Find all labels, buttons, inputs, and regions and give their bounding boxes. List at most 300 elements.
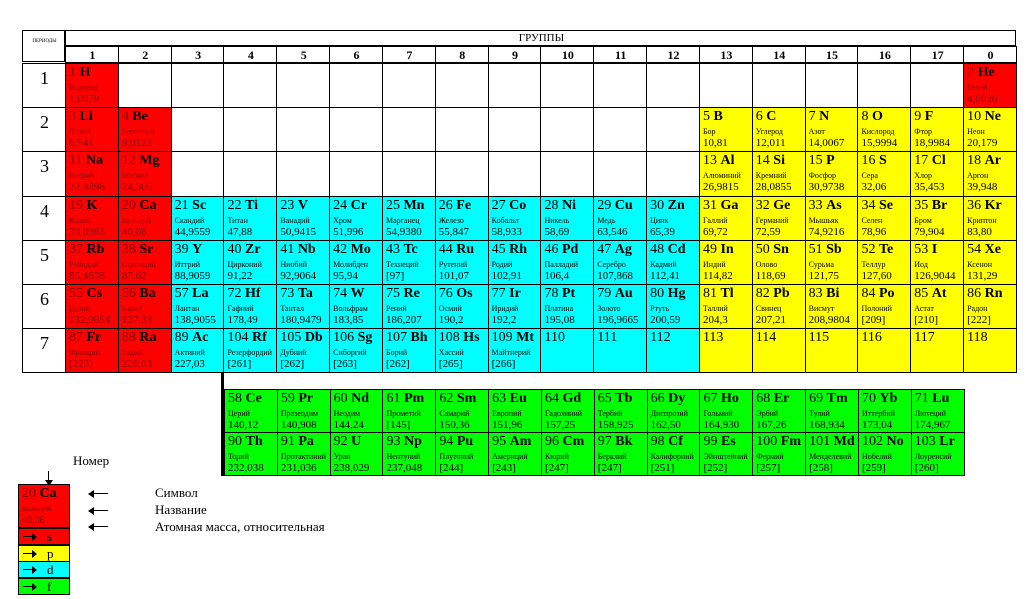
element-number: 25 (385, 197, 400, 213)
element-header (69, 241, 104, 258)
element-number: 60 (333, 391, 348, 406)
element-name: Европий (492, 409, 522, 418)
element-2 (963, 63, 1017, 108)
element-name: Водород (69, 83, 99, 92)
empty-cell (540, 151, 594, 196)
empty-cell (276, 151, 330, 196)
element-mass: 58,933 (491, 225, 522, 238)
element-number: 64 (544, 391, 559, 406)
element-header (69, 285, 102, 302)
element-84 (857, 284, 911, 329)
element-number: 105 (280, 330, 302, 346)
element-number: 5 (702, 109, 710, 125)
element-number: 65 (597, 391, 612, 406)
element-symbol: Ta (297, 286, 313, 301)
element-mass: [145] (386, 419, 411, 431)
element-header (280, 197, 308, 214)
element-name: Олово (755, 259, 778, 269)
element-name: Эрбий (756, 409, 779, 418)
element-mass: 204,3 (702, 314, 728, 326)
period-6 (22, 284, 66, 329)
element-name: Цинк (650, 215, 669, 225)
legend-name-label: Название (155, 502, 207, 517)
element-mass: [243] (492, 462, 516, 474)
element-header (333, 285, 365, 302)
element-header (861, 329, 881, 346)
actinide-100 (752, 432, 806, 476)
element-mass: [222] (967, 314, 991, 326)
element-number: 109 (491, 330, 513, 346)
element-header (861, 108, 882, 125)
element-header (651, 390, 686, 407)
element-number: 87 (69, 330, 83, 346)
element-header (597, 241, 632, 258)
group-number-2 (118, 46, 172, 63)
element-mass: 88,9059 (174, 269, 211, 282)
empty-cell (488, 151, 542, 196)
group-number-label: 2 (142, 48, 149, 62)
element-43 (382, 240, 436, 285)
element-number: 99 (703, 434, 718, 449)
element-mass: [261] (227, 358, 252, 371)
element-name: Церий (228, 409, 250, 418)
element-symbol: As (826, 197, 842, 213)
legend-block-label: p (47, 545, 54, 561)
element-symbol: Kr (984, 197, 1002, 213)
element-header (281, 433, 314, 450)
group-number-label: 14 (773, 48, 786, 62)
element-number: 62 (439, 391, 454, 406)
element-mass: [247] (597, 462, 622, 474)
element-symbol: Y (192, 241, 203, 257)
element-mass: 208,9804 (808, 314, 850, 326)
element-symbol: W (350, 286, 365, 301)
element-symbol: Rf (251, 330, 267, 346)
element-mass: 106,4 (544, 269, 570, 282)
element-29 (593, 196, 647, 241)
element-number: 116 (861, 330, 882, 346)
legend-symbol-label: Символ (155, 485, 198, 500)
element-name: Диспрозий (650, 409, 688, 418)
empty-cell (646, 151, 700, 196)
element-header (227, 329, 266, 346)
element-number: 45 (491, 241, 506, 257)
period-1 (22, 63, 66, 108)
element-number: 58 (228, 391, 242, 406)
periods-label: ПЕРИОДЫ (32, 39, 57, 44)
element-105 (276, 328, 330, 373)
element-37 (65, 240, 119, 285)
element-header (809, 108, 830, 125)
empty-cell (752, 63, 806, 108)
element-name: Литий (69, 127, 91, 137)
element-mass: 232,038 (228, 462, 264, 474)
element-number: 117 (914, 330, 935, 346)
element-symbol: S (878, 153, 887, 169)
element-name: Барий (121, 304, 143, 313)
element-header (492, 390, 527, 407)
element-name: Бром (914, 215, 932, 225)
element-number: 84 (861, 286, 876, 301)
element-header (386, 241, 418, 258)
element-header (333, 197, 367, 214)
element-55 (65, 284, 119, 329)
element-number: 6 (755, 109, 763, 125)
element-number: 8 (861, 109, 869, 125)
element-mass: 237,048 (386, 462, 423, 474)
element-symbol: Re (403, 286, 420, 301)
element-mass: 32,06 (861, 181, 887, 194)
element-number: 69 (809, 391, 824, 406)
element-89 (171, 328, 225, 373)
element-number: 112 (650, 330, 671, 346)
element-symbol: Tm (826, 391, 848, 406)
element-mass: 121,75 (808, 269, 839, 282)
element-mass: 39,0983 (69, 225, 105, 238)
element-symbol: Sg (357, 330, 373, 346)
element-mass: 138,9055 (174, 314, 216, 326)
element-mass: 158,925 (597, 419, 634, 431)
element-number: 13 (702, 153, 717, 169)
lanthanide-71 (911, 389, 965, 433)
element-name: Фермий (756, 452, 784, 461)
element-number: 33 (808, 197, 823, 213)
element-4 (118, 107, 172, 152)
group-number-label: 13 (720, 48, 733, 62)
element-38 (118, 240, 172, 285)
legend-block-s (18, 528, 70, 545)
element-number: 73 (280, 286, 295, 301)
element-number: 17 (914, 153, 929, 169)
element-number: 114 (755, 330, 777, 346)
element-symbol: Sm (456, 391, 477, 406)
element-name: Аргон (967, 171, 989, 181)
actinide-95 (488, 432, 542, 476)
element-symbol: Ge (773, 197, 791, 213)
element-mass: [262] (280, 358, 305, 371)
element-symbol: Sc (192, 197, 207, 213)
element-header (334, 390, 369, 407)
element-header (650, 285, 685, 302)
element-symbol: Ca (139, 197, 157, 213)
empty-cell (593, 151, 647, 196)
element-symbol: Dy (668, 391, 686, 406)
element-number: 70 (861, 391, 876, 406)
element-number: 97 (597, 434, 612, 449)
element-header (809, 390, 848, 407)
element-76 (435, 284, 489, 329)
element-name: Неон (967, 127, 985, 137)
lanthanide-68 (752, 389, 806, 433)
element-number: 61 (386, 391, 401, 406)
element-name: Натрий (69, 171, 95, 181)
element-header (756, 108, 777, 125)
period-number-label: 7 (40, 333, 49, 354)
lanthanide-65 (594, 389, 648, 433)
element-number: 44 (438, 241, 453, 257)
element-header (69, 64, 90, 81)
element-number: 103 (914, 434, 936, 449)
element-number: 88 (121, 330, 136, 346)
element-number: 46 (544, 241, 559, 257)
element-23 (276, 196, 330, 241)
element-symbol: Ag (614, 241, 632, 257)
element-mass: 10,81 (702, 137, 728, 150)
empty-cell (488, 107, 542, 152)
element-31 (699, 196, 753, 241)
element-name: Самарий (439, 409, 470, 418)
element-header (545, 390, 581, 407)
element-number: 32 (755, 197, 770, 213)
element-symbol: Ac (192, 330, 209, 346)
element-number: 41 (280, 241, 295, 257)
element-49 (699, 240, 753, 285)
element-name: Магний (121, 171, 149, 181)
element-symbol: In (720, 241, 734, 257)
empty-cell (699, 63, 753, 108)
element-symbol: Fr (86, 330, 102, 346)
element-104 (223, 328, 277, 373)
element-name: Кадмий (650, 259, 677, 269)
element-3 (65, 107, 119, 152)
element-header (122, 152, 160, 169)
element-mass: 178,49 (227, 314, 258, 326)
element-mass: 192,2 (491, 314, 517, 326)
element-header (492, 285, 521, 302)
element-header (227, 241, 260, 258)
element-name: Лоуренсий (914, 452, 952, 461)
element-symbol: Np (403, 434, 422, 449)
element-symbol: Sn (773, 241, 789, 257)
element-16 (857, 151, 911, 196)
element-header (439, 197, 471, 214)
lanthanide-66 (647, 389, 701, 433)
element-number: 104 (227, 330, 249, 346)
element-header (227, 197, 257, 214)
element-number: 102 (861, 434, 883, 449)
element-number: 50 (755, 241, 770, 257)
element-number: 57 (174, 286, 189, 301)
element-number: 40 (227, 241, 242, 257)
group-number-label: 4 (247, 48, 254, 62)
element-symbol: Pr (298, 391, 314, 406)
element-number: 101 (809, 434, 831, 449)
element-number: 78 (544, 286, 559, 301)
element-symbol: Sr (139, 241, 154, 257)
element-number: 108 (438, 330, 460, 346)
element-mass: 12,011 (755, 137, 786, 150)
empty-cell (646, 107, 700, 152)
element-symbol: F (924, 109, 934, 125)
element-header (122, 241, 154, 258)
element-header (122, 329, 157, 346)
element-number: 12 (121, 153, 136, 169)
element-mass: 238,029 (333, 462, 370, 474)
element-symbol: Br (931, 197, 948, 213)
element-name: Майтнерий (491, 348, 531, 358)
element-name: Нобелий (861, 452, 892, 461)
element-header (69, 152, 103, 169)
element-symbol: Si (773, 153, 785, 169)
group-number-label: 6 (353, 48, 360, 62)
element-number: 52 (861, 241, 876, 257)
element-21 (171, 196, 225, 241)
element-mass: 55,847 (438, 225, 470, 238)
element-header (544, 197, 576, 214)
element-number: 42 (333, 241, 348, 257)
element-symbol: Cm (562, 434, 585, 449)
element-number: 1 (69, 65, 76, 80)
element-header (333, 241, 371, 258)
element-number: 2 (967, 65, 975, 80)
element-number: 26 (438, 197, 453, 213)
element-header (651, 433, 683, 450)
lanthanide-67 (699, 389, 753, 433)
element-mass: 40,08 (121, 225, 147, 238)
element-header (597, 197, 632, 214)
element-header (703, 433, 735, 450)
element-number: 24 (333, 197, 348, 213)
element-name: Хассий (438, 348, 464, 358)
element-header (967, 285, 1002, 302)
legend-block-d (18, 561, 70, 578)
element-header (703, 241, 734, 258)
empty-cell (382, 151, 436, 196)
element-number: 74 (333, 286, 348, 301)
element-header (439, 329, 480, 346)
element-mass: [209] (861, 314, 886, 326)
element-symbol: Bk (615, 434, 633, 449)
group-number-4 (223, 46, 277, 63)
element-header (862, 433, 904, 450)
element-symbol: Pb (773, 286, 790, 301)
element-39 (171, 240, 225, 285)
element-mass: 195,08 (544, 314, 575, 326)
group-number-label: 1 (89, 48, 96, 62)
element-mass: 101,07 (438, 269, 470, 282)
element-header (703, 108, 723, 125)
element-symbol: Tc (403, 241, 418, 257)
element-symbol: O (871, 109, 883, 125)
group-number-12 (646, 46, 700, 63)
element-header (809, 329, 829, 346)
empty-cell (276, 63, 330, 108)
element-name: Уран (333, 452, 351, 461)
element-number: 66 (650, 391, 665, 406)
element-86 (963, 284, 1017, 329)
element-number: 48 (650, 241, 665, 257)
element-mass: [252] (703, 462, 728, 474)
element-header (598, 433, 633, 450)
element-19 (65, 196, 119, 241)
element-80 (646, 284, 700, 329)
element-header (545, 433, 584, 450)
element-name: Рутений (438, 259, 468, 269)
element-111 (593, 328, 647, 373)
element-header (439, 241, 474, 258)
element-number: 15 (808, 153, 823, 169)
group-number-label: 15 (826, 48, 839, 62)
element-10 (963, 107, 1017, 152)
element-symbol: Xe (984, 241, 1001, 257)
element-name: Кальций (121, 215, 152, 225)
element-mass: 127,60 (861, 269, 892, 282)
empty-cell (223, 151, 277, 196)
element-header (862, 390, 897, 407)
element-name: Франций (69, 348, 100, 358)
element-11 (65, 151, 119, 196)
element-symbol: N (819, 109, 830, 125)
element-mass: [260] (914, 462, 939, 474)
element-name: Калифорний (650, 452, 694, 461)
element-mass: 227,03 (174, 358, 205, 371)
element-header (544, 329, 564, 346)
element-mass: 4,0026 (967, 93, 998, 105)
element-mass: 6,941 (69, 137, 94, 150)
empty-cell (646, 63, 700, 108)
element-mass: 87,62 (121, 269, 147, 282)
element-header (914, 108, 933, 125)
empty-cell (171, 63, 225, 108)
element-mass: 79,904 (914, 225, 945, 238)
element-mass: 72,59 (755, 225, 781, 238)
element-header (756, 390, 789, 407)
element-name: Азот (808, 127, 825, 137)
element-82 (752, 284, 806, 329)
element-name: Эйнштейний (703, 452, 748, 461)
element-name: Астат (914, 304, 934, 313)
element-number: 113 (702, 330, 724, 346)
element-mass: 150,36 (439, 419, 470, 431)
element-symbol: U (351, 434, 362, 449)
empty-cell (171, 151, 225, 196)
element-symbol: B (713, 109, 723, 125)
element-name: Свинец (755, 304, 782, 313)
group-number-8 (435, 46, 489, 63)
element-header (756, 241, 789, 258)
element-symbol: Cr (350, 197, 367, 213)
element-27 (488, 196, 542, 241)
element-number: 59 (280, 391, 295, 406)
element-symbol: K (86, 197, 98, 213)
element-header (967, 197, 1002, 214)
element-mass: 207,21 (755, 314, 787, 326)
element-1 (65, 63, 119, 108)
element-mass: 131,29 (967, 269, 998, 282)
element-mass: 35,453 (914, 181, 945, 194)
element-symbol: Gd (562, 391, 582, 406)
element-mass: [263] (333, 358, 357, 371)
element-number: 53 (914, 241, 929, 257)
element-mass: 180,9479 (280, 314, 322, 326)
element-number: 72 (227, 286, 242, 301)
period-number-label: 6 (40, 289, 49, 309)
element-name: Ниобий (280, 259, 308, 269)
period-number-label: 2 (40, 112, 49, 133)
empty-cell (857, 63, 911, 108)
element-number: 3 (69, 109, 76, 125)
element-mass: 164,930 (703, 419, 740, 431)
element-name: Хлор (914, 171, 933, 181)
element-name: Мышьяк (808, 215, 839, 225)
element-symbol: Bi (826, 286, 840, 301)
element-header (861, 152, 886, 169)
element-header (861, 197, 893, 214)
element-name: Стронций (121, 259, 156, 269)
legend-block-label: f (47, 578, 52, 594)
element-number: 95 (492, 434, 507, 449)
group-number-16 (857, 46, 911, 63)
